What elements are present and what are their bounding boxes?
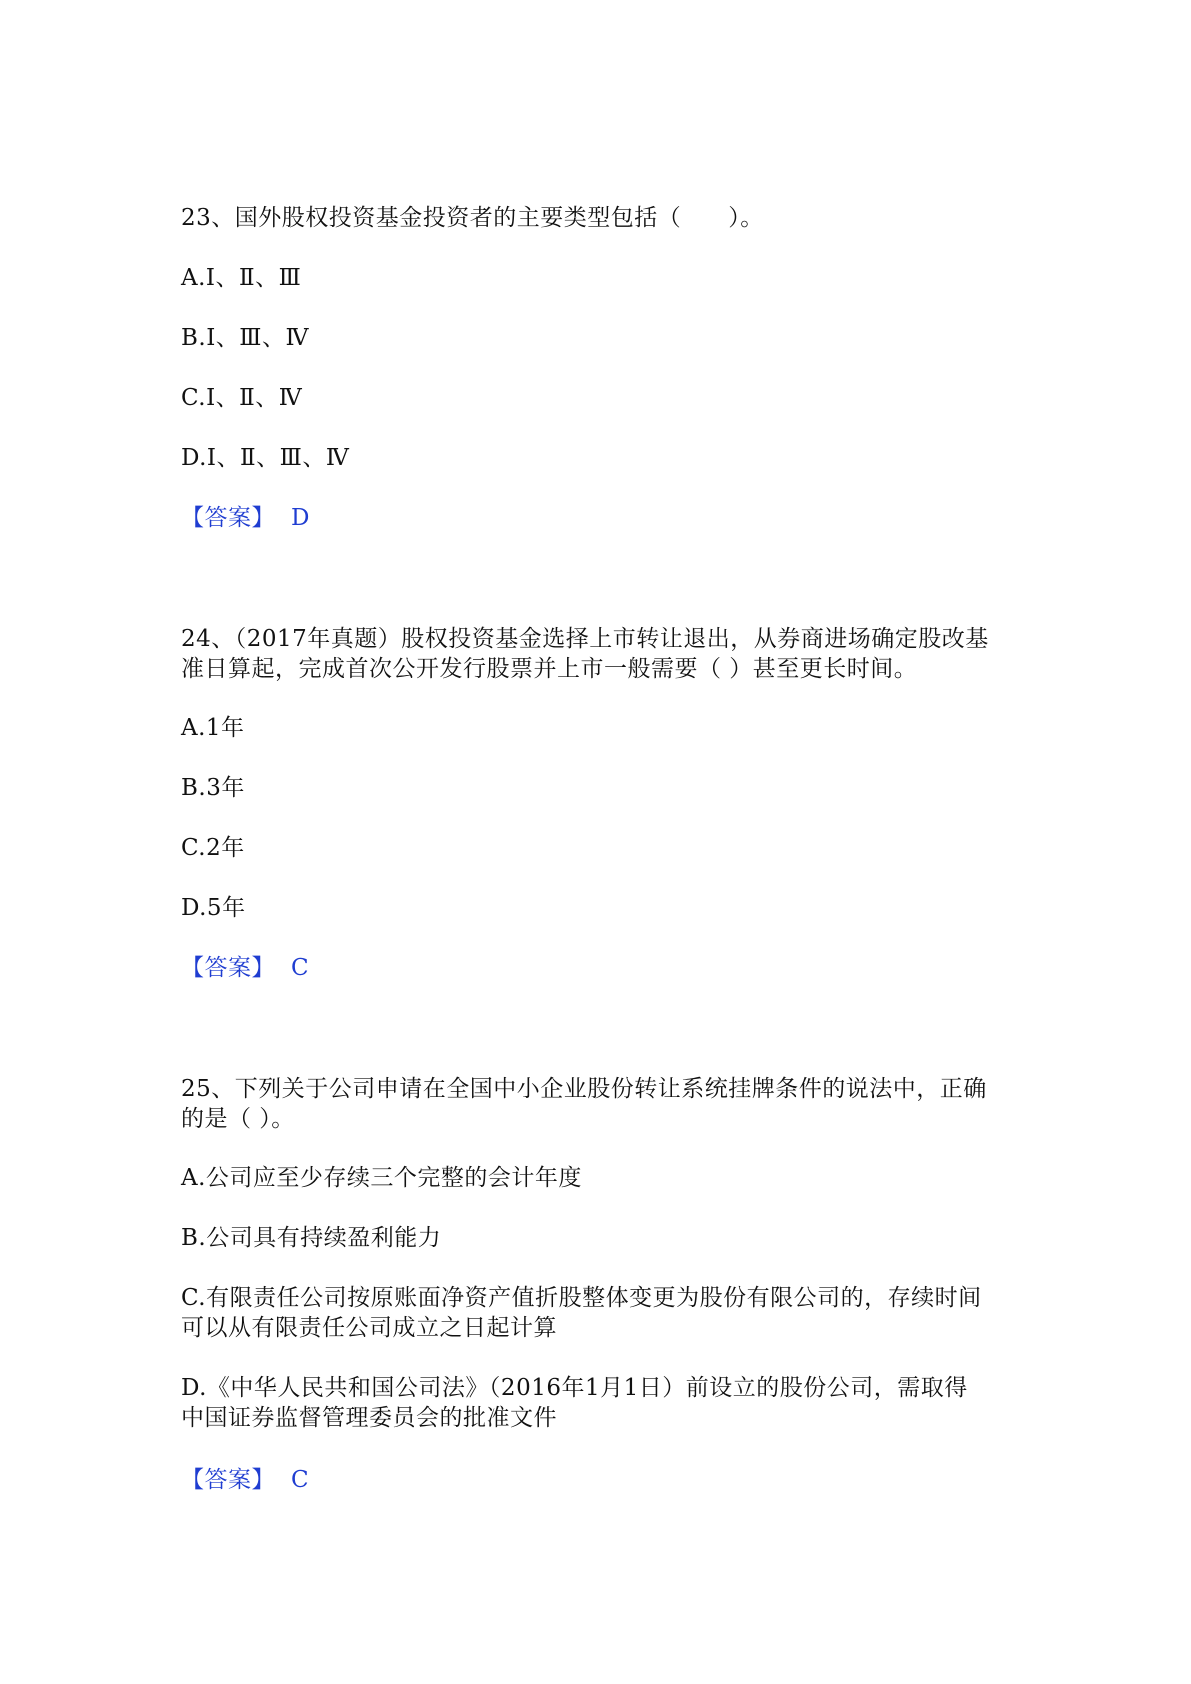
question-25-option-d-line-2: 中国证券监督管理委员会的批准文件 bbox=[181, 1405, 557, 1431]
answer-value: C bbox=[291, 1467, 310, 1493]
question-24-answer bbox=[181, 953, 1021, 983]
answer-value: D bbox=[291, 505, 310, 531]
question-25-stem-line-2: 的是（ ）。 bbox=[181, 1106, 295, 1132]
question-25-option-c-line-1: C.有限责任公司按原账面净资产值折股整体变更为股份有限公司的，存续时间 bbox=[181, 1285, 982, 1311]
question-25-answer bbox=[181, 1465, 1021, 1495]
question-23-answer bbox=[181, 503, 1021, 533]
answer-label: 【答案】 bbox=[181, 955, 275, 981]
answer-label: 【答案】 bbox=[181, 1467, 275, 1493]
question-24-option-a: A.1年 bbox=[181, 715, 245, 741]
answer-label: 【答案】 bbox=[181, 505, 275, 531]
answer-value: C bbox=[291, 955, 310, 981]
question-25-option-d-line-1: D.《中华人民共和国公司法》（2016年1月1日）前设立的股份公司，需取得 bbox=[181, 1375, 968, 1401]
question-25-option-a: A.公司应至少存续三个完整的会计年度 bbox=[181, 1165, 582, 1191]
question-24-option-c: C.2年 bbox=[181, 835, 245, 861]
question-24-option-d: D.5年 bbox=[181, 895, 246, 921]
question-25-stem-line-1: 25、下列关于公司申请在全国中小企业股份转让系统挂牌条件的说法中，正确 bbox=[181, 1076, 987, 1102]
question-25-option-b: B.公司具有持续盈利能力 bbox=[181, 1225, 442, 1251]
question-23-option-b: B.Ⅰ、Ⅲ、Ⅳ bbox=[181, 325, 309, 351]
question-24-stem-line-2: 准日算起，完成首次公开发行股票并上市一般需要（ ）甚至更长时间。 bbox=[181, 656, 918, 682]
question-23-option-a: A.Ⅰ、Ⅱ、Ⅲ bbox=[181, 265, 302, 291]
question-23-stem: 23、国外股权投资基金投资者的主要类型包括（ ）。 bbox=[181, 205, 764, 231]
question-23-option-d: D.Ⅰ、Ⅱ、Ⅲ、Ⅳ bbox=[181, 445, 350, 471]
question-23-option-c: C.Ⅰ、Ⅱ、Ⅳ bbox=[181, 385, 303, 411]
question-24-stem-line-1: 24、（2017年真题）股权投资基金选择上市转让退出，从券商进场确定股改基 bbox=[181, 626, 989, 652]
question-25-option-c-line-2: 可以从有限责任公司成立之日起计算 bbox=[181, 1315, 557, 1341]
question-24-option-b: B.3年 bbox=[181, 775, 245, 801]
